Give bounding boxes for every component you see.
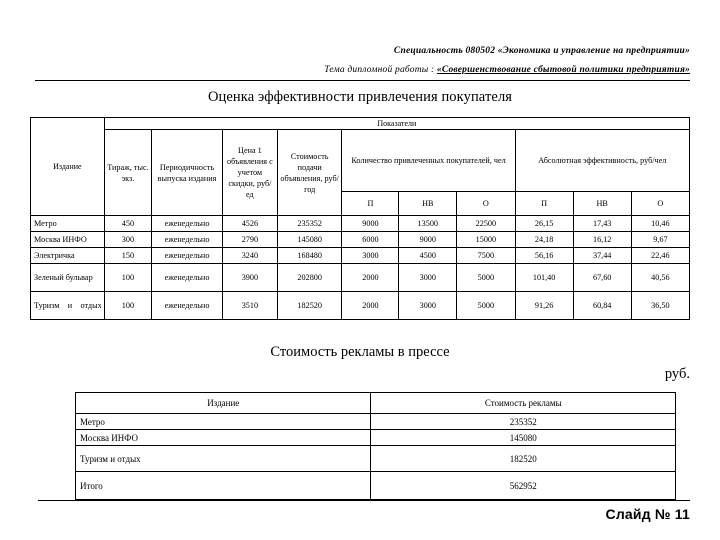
press-cost-table (75, 392, 676, 500)
cell-buyers-p: 2000 (342, 292, 399, 320)
cell-frequency: еженедельно (152, 232, 223, 248)
cell-eff-o: 9,67 (631, 232, 689, 248)
col-header-efficiency-group: Абсолютная эффективность, руб/чел (515, 130, 689, 192)
cell-buyers-nv: 13500 (399, 216, 457, 232)
cell-ad-cost: 235352 (277, 216, 342, 232)
cell-eff-nv: 16,12 (573, 232, 631, 248)
press-cost-table-body (76, 414, 676, 500)
header-divider (35, 80, 690, 81)
cell-frequency: еженедельно (152, 248, 223, 264)
cell-circulation: 150 (104, 248, 151, 264)
section2-unit: руб. (664, 366, 690, 382)
slide-number: Слайд № 11 (605, 506, 690, 522)
cell-ad-cost: 168480 (277, 248, 342, 264)
cell-circulation: 100 (104, 264, 151, 292)
cell-frequency: еженедельно (152, 292, 223, 320)
col-header-frequency: Периодичность выпуска издания (152, 130, 223, 216)
col-header-eff-nv: НВ (573, 192, 631, 216)
thesis-line (35, 63, 690, 78)
cell-buyers-nv: 3000 (399, 292, 457, 320)
cell-frequency: еженедельно (152, 216, 223, 232)
cell-ad-cost: 145080 (277, 232, 342, 248)
cell-ad-price: 3240 (222, 248, 277, 264)
cell-buyers-o: 22500 (457, 216, 516, 232)
cell-buyers-nv: 9000 (399, 232, 457, 248)
table-row (76, 446, 676, 472)
thesis-title: «Совершенствование сбытовой политики предприятия» (436, 65, 690, 75)
thesis-label: Тема дипломной работы : (324, 65, 435, 75)
cell-buyers-o: 5000 (457, 264, 516, 292)
cell-buyers-p: 9000 (342, 216, 399, 232)
cell-buyers-nv: 3000 (399, 264, 457, 292)
cell-buyers-o: 15000 (457, 232, 516, 248)
table-row (31, 248, 690, 264)
cell-cost: 145080 (371, 430, 676, 446)
cell-eff-p: 56,16 (515, 248, 573, 264)
cell-buyers-p: 3000 (342, 248, 399, 264)
table-row (76, 414, 676, 430)
cell-circulation: 100 (104, 292, 151, 320)
cell-eff-nv: 60,84 (573, 292, 631, 320)
cell-eff-o: 36,50 (631, 292, 689, 320)
col-header-buyers-p: П (342, 192, 399, 216)
col-header-eff-o: О (631, 192, 689, 216)
cell-ad-price: 4526 (222, 216, 277, 232)
cell-buyers-p: 2000 (342, 264, 399, 292)
cell-edition: Москва ИНФО (31, 232, 105, 248)
col-header-cost: Стоимость рекламы (371, 393, 676, 414)
cell-cost: 235352 (371, 414, 676, 430)
section2-title: Стоимость рекламы в прессе (270, 344, 450, 360)
specialty-line (35, 44, 690, 59)
cell-ad-price: 2790 (222, 232, 277, 248)
cell-buyers-p: 6000 (342, 232, 399, 248)
col-header-ad-cost: Стоимость подачи объявления, руб/год (277, 130, 342, 216)
efficiency-table-body (31, 216, 690, 320)
cell-edition: Москва ИНФО (76, 430, 371, 446)
table-row-header (76, 393, 676, 414)
col-header-buyers-nv: НВ (399, 192, 457, 216)
cell-eff-p: 101,40 (515, 264, 573, 292)
cell-ad-cost: 182520 (277, 292, 342, 320)
table-row (76, 472, 676, 500)
cell-circulation: 450 (104, 216, 151, 232)
table-row-column-headers (31, 130, 690, 192)
table-row (31, 216, 690, 232)
cell-cost: 182520 (371, 446, 676, 472)
cell-cost: 562952 (371, 472, 676, 500)
cell-edition: Зеленый бульвар (31, 264, 105, 292)
col-header-ad-price: Цена 1 объявления с учетом скидки, руб/ед (222, 130, 277, 216)
cell-eff-p: 91,26 (515, 292, 573, 320)
col-header-edition: Издание (76, 393, 371, 414)
cell-ad-price: 3900 (222, 264, 277, 292)
cell-eff-p: 24,18 (515, 232, 573, 248)
specialty-text: Специальность 080502 «Экономика и управление на предприятии» (393, 46, 690, 56)
cell-eff-nv: 67,60 (573, 264, 631, 292)
col-header-circulation: Тираж, тыс. экз. (104, 130, 151, 216)
col-header-indicators: Показатели (104, 118, 689, 130)
col-header-buyers-group: Количество привлеченных покупателей, чел (342, 130, 515, 192)
table-row (31, 232, 690, 248)
col-header-edition: Издание (31, 118, 105, 216)
cell-ad-cost: 202800 (277, 264, 342, 292)
cell-ad-price: 3510 (222, 292, 277, 320)
table-row (31, 292, 690, 320)
cell-edition: Итого (76, 472, 371, 500)
table-row (31, 264, 690, 292)
cell-edition: Метро (76, 414, 371, 430)
cell-edition: Метро (31, 216, 105, 232)
cell-edition: Туризм и отдых (76, 446, 371, 472)
section1-title: Оценка эффективности привлечения покупателя (207, 89, 513, 105)
cell-circulation: 300 (104, 232, 151, 248)
cell-eff-o: 22,46 (631, 248, 689, 264)
table-row-group-header (31, 118, 690, 130)
efficiency-table (30, 117, 690, 320)
cell-buyers-o: 7500 (457, 248, 516, 264)
cell-edition: Электричка (31, 248, 105, 264)
cell-eff-nv: 17,43 (573, 216, 631, 232)
cell-eff-o: 10,46 (631, 216, 689, 232)
footer-divider (38, 500, 690, 501)
table-row (76, 430, 676, 446)
cell-buyers-nv: 4500 (399, 248, 457, 264)
cell-eff-nv: 37,44 (573, 248, 631, 264)
cell-eff-o: 40,56 (631, 264, 689, 292)
col-header-eff-p: П (515, 192, 573, 216)
cell-edition: Туризм и отдых (31, 292, 105, 320)
cell-eff-p: 26,15 (515, 216, 573, 232)
cell-buyers-o: 5000 (457, 292, 516, 320)
col-header-buyers-o: О (457, 192, 516, 216)
slide-header (35, 44, 690, 78)
cell-frequency: еженедельно (152, 264, 223, 292)
